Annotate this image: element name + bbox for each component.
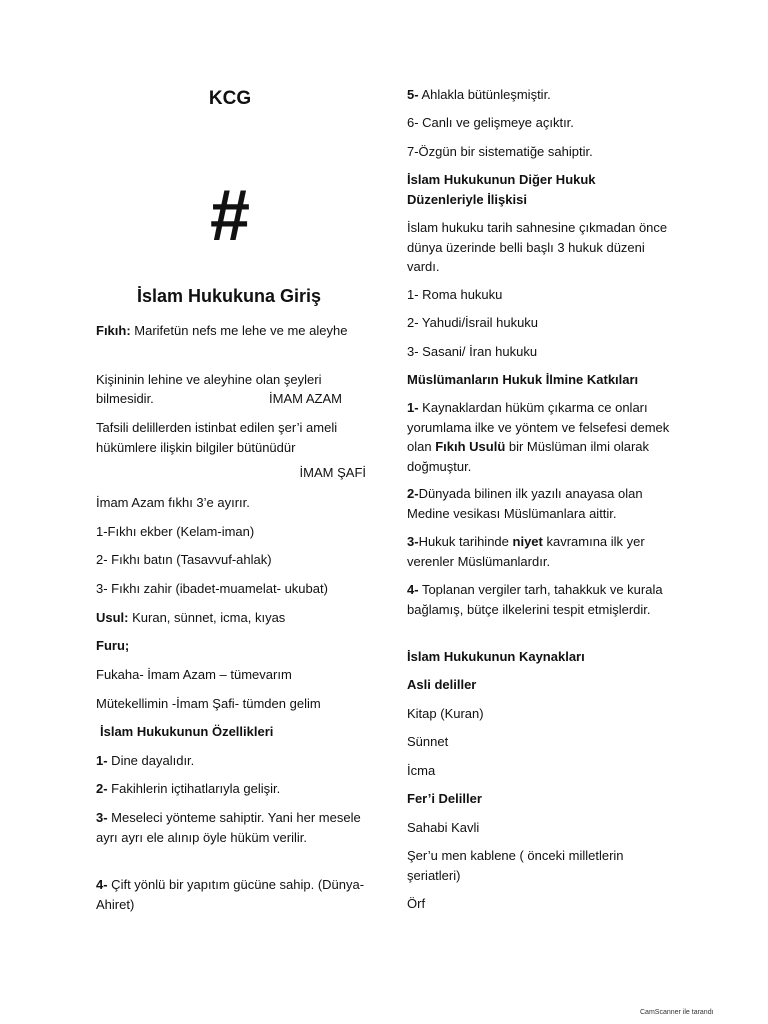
- list-item: 2- Fakihlerin içtihatlarıyla gelişir.: [96, 781, 281, 796]
- list-item: 3- Sasani/ İran hukuku: [407, 344, 538, 359]
- imam-safi-attribution: İMAM ŞAFİ: [299, 465, 366, 480]
- hash-symbol: #: [209, 176, 251, 256]
- list-item: İcma: [407, 763, 436, 778]
- imam-azam-fikhi: İmam Azam fıkhı 3’e ayırır.: [96, 495, 250, 510]
- bilmesidir-line: bilmesidir. İMAM AZAM: [96, 391, 342, 406]
- list-item: Kitap (Kuran): [407, 706, 484, 721]
- list-item: 4- Çift yönlü bir yapıtım gücüne sahip. (Dünya- Ahiret): [96, 877, 365, 912]
- scanner-footer: CamScanner ile tarandı: [640, 1009, 714, 1016]
- diger-paragraph: İslam hukuku tarih sahnesine çıkmadan önce dünya üzerinde belli başlı 3 hukuk düzeni vardı.: [407, 220, 668, 274]
- fukaha-line: Fukaha- İmam Azam – tümevarım: [96, 667, 292, 682]
- list-item: 2-Dünyada bilinen ilk yazılı anayasa olan Medine vesikası Müslümanlara aittir.: [407, 486, 643, 521]
- feri-heading: Fer’i Deliller: [407, 791, 482, 806]
- list-item: Sahabi Kavli: [407, 820, 480, 835]
- list-item: 2- Fıkhı batın (Tasavvuf-ahlak): [96, 552, 272, 567]
- page-title-kcg: KCG: [208, 88, 252, 109]
- furu-heading: Furu;: [96, 638, 130, 653]
- mutekellimin-line: Mütekellimin -İmam Şafi- tümden gelim: [96, 696, 321, 711]
- list-item: 3- Meseleci yönteme sahiptir. Yani her mesele ayrı ayrı ele alınıp öyle hüküm verilir.: [96, 810, 361, 845]
- list-item: 2- Yahudi/İsrail hukuku: [407, 315, 539, 330]
- ozellikler-heading: İslam Hukukunun Özellikleri: [100, 724, 274, 739]
- page-title: İslam Hukukuna Giriş: [136, 286, 322, 306]
- list-item: 4- Toplanan vergiler tarh, tahakkuk ve kurala bağlamış, bütçe ilkelerini tespit etmişlerdir.: [407, 582, 663, 617]
- list-item: 3- Fıkhı zahir (ibadet-muamelat- ukubat): [96, 581, 328, 596]
- katki-heading: Müslümanların Hukuk İlmine Katkıları: [407, 372, 639, 387]
- diger-heading: İslam Hukukunun Diğer Hukuk Düzenleriyle İlişkisi: [407, 172, 596, 207]
- list-item: 7-Özgün bir sistematiğe sahiptir.: [407, 144, 593, 159]
- list-item: 3-Hukuk tarihinde niyet kavramına ilk yer verenler Müslümanlardır.: [407, 534, 645, 569]
- usul-line: Usul: Kuran, sünnet, icma, kıyas: [96, 610, 286, 625]
- kaynak-heading: İslam Hukukunun Kaynakları: [407, 649, 585, 664]
- tafsili-paragraph: Tafsili delillerden istinbat edilen şer’i ameli hükümlere ilişkin bilgiler bütünüdür: [96, 420, 338, 455]
- list-item: Sünnet: [407, 734, 449, 749]
- list-item: 1- Dine dayalıdır.: [96, 753, 195, 768]
- list-item: 1- Roma hukuku: [407, 287, 503, 302]
- asli-heading: Asli deliller: [407, 677, 477, 692]
- list-item: 5- Ahlakla bütünleşmiştir.: [407, 87, 551, 102]
- list-item: 1-Fıkhı ekber (Kelam-iman): [96, 524, 255, 539]
- list-item: Şer’u men kablene ( önceki milletlerin şeriatleri): [407, 848, 624, 883]
- list-item: 1- Kaynaklardan hüküm çıkarma ce onları yorumlama ilke ve yöntem ve felsefesi demek olan Fıkıh Usulü bir Müslüman ilmi olarak doğmuştur.: [407, 400, 670, 474]
- fikih-definition: Fıkıh: Marifetün nefs me lehe ve me aleyhe: [96, 323, 348, 338]
- kisinin-line: Kişininin lehine ve aleyhine olan şeyleri: [96, 372, 322, 387]
- list-item: Örf: [407, 896, 426, 911]
- list-item: 6- Canlı ve gelişmeye açıktır.: [407, 115, 574, 130]
